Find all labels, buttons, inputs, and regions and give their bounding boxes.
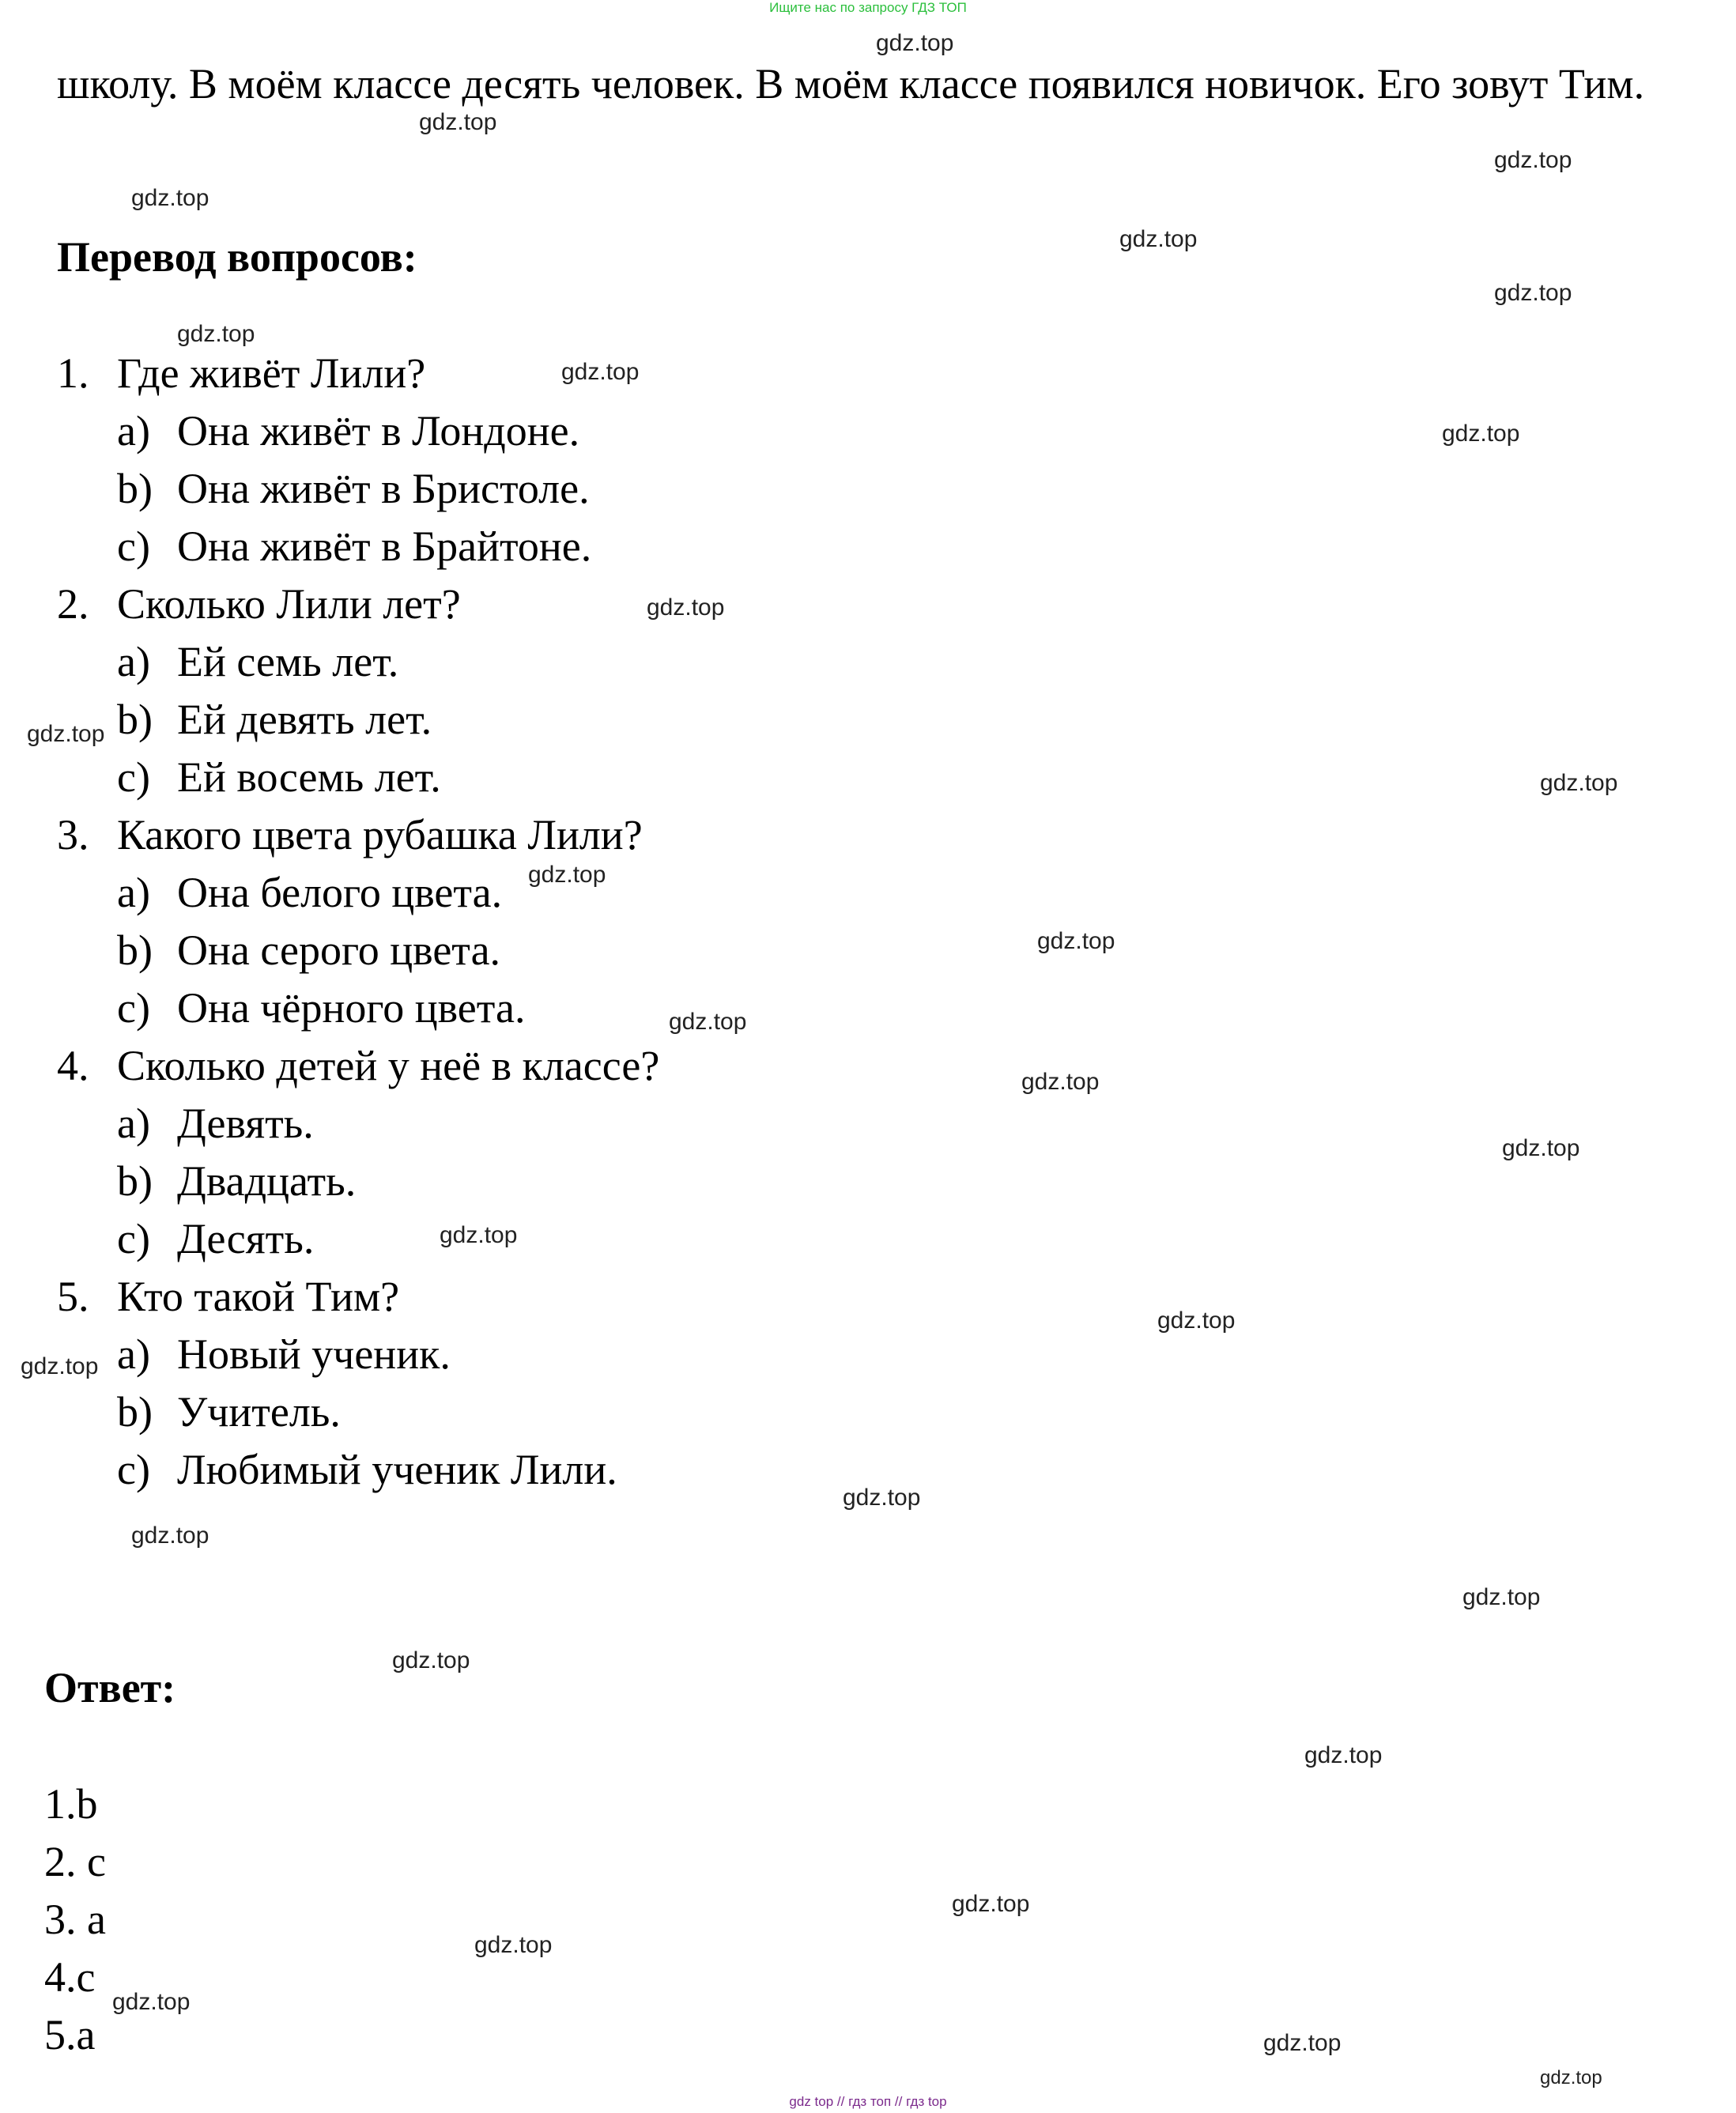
- watermark: gdz.top: [561, 359, 640, 385]
- question-number: 1.: [57, 349, 89, 397]
- answer-5: 5.a: [44, 2011, 96, 2058]
- option-text: Она живёт в Бристоле.: [177, 465, 590, 512]
- option-letter: a): [117, 1330, 150, 1378]
- top-banner: Ищите нас по запросу ГДЗ ТОП: [769, 0, 967, 15]
- watermark: gdz.top: [1304, 1742, 1383, 1768]
- option-text: Десять.: [177, 1215, 315, 1262]
- watermark: gdz.top: [1157, 1307, 1236, 1334]
- watermark: gdz.top: [647, 594, 725, 621]
- watermark: gdz.top: [1037, 928, 1115, 954]
- option-text: Она чёрного цвета.: [177, 984, 526, 1032]
- question-number: 3.: [57, 811, 89, 858]
- watermark: gdz.top: [1119, 226, 1198, 252]
- option-letter: a): [117, 638, 150, 685]
- watermark: gdz.top: [1540, 770, 1618, 796]
- option-letter: b): [117, 465, 153, 512]
- option-letter: b): [117, 926, 153, 974]
- option-text: Новый ученик.: [177, 1330, 451, 1378]
- watermark: gdz.top: [1494, 147, 1572, 173]
- option-letter: a): [117, 869, 150, 916]
- option-text: Она живёт в Брайтоне.: [177, 523, 592, 570]
- option-letter: c): [117, 523, 150, 570]
- watermark: gdz.top: [1462, 1584, 1541, 1610]
- watermark: gdz.top: [1021, 1069, 1100, 1095]
- option-text: Она белого цвета.: [177, 869, 503, 916]
- option-text: Она серого цвета.: [177, 926, 501, 974]
- question-number: 5.: [57, 1273, 89, 1320]
- option-letter: b): [117, 1157, 153, 1205]
- answer-2: 2. c: [44, 1838, 106, 1885]
- question-text: Сколько детей у неё в классе?: [117, 1042, 660, 1089]
- answer-4: 4.c: [44, 1953, 96, 2001]
- watermark: gdz.top: [440, 1222, 518, 1248]
- question-text: Какого цвета рубашка Лили?: [117, 811, 643, 858]
- option-text: Ей семь лет.: [177, 638, 399, 685]
- question-text: Сколько Лили лет?: [117, 580, 461, 628]
- option-letter: c): [117, 984, 150, 1032]
- option-letter: b): [117, 1388, 153, 1436]
- answer-heading: Ответ:: [44, 1664, 176, 1711]
- watermark: gdz.top: [1442, 421, 1520, 447]
- watermark: gdz.top: [1494, 280, 1572, 306]
- question-number: 2.: [57, 580, 89, 628]
- watermark: gdz.top: [27, 721, 105, 747]
- option-letter: a): [117, 1100, 150, 1147]
- option-letter: b): [117, 696, 153, 743]
- option-text: Ей восемь лет.: [177, 753, 441, 801]
- watermark: gdz.top: [419, 109, 497, 135]
- watermark: gdz.top: [952, 1891, 1030, 1917]
- watermark: gdz.top: [843, 1485, 921, 1511]
- watermark: gdz.top: [21, 1353, 99, 1379]
- answer-3: 3. a: [44, 1896, 106, 1943]
- watermark: gdz.top: [112, 1989, 191, 2015]
- watermark: gdz.top: [131, 1522, 209, 1549]
- watermark: gdz.top: [1540, 2067, 1602, 2088]
- question-text: Кто такой Тим?: [117, 1273, 400, 1320]
- translation-heading: Перевод вопросов:: [57, 233, 417, 281]
- option-letter: c): [117, 1215, 150, 1262]
- option-text: Любимый ученик Лили.: [177, 1446, 617, 1493]
- watermark: gdz.top: [1502, 1135, 1580, 1161]
- watermark: gdz.top: [474, 1932, 553, 1958]
- footer: gdz top // гдз топ // гдз top: [789, 2094, 947, 2109]
- option-letter: c): [117, 753, 150, 801]
- option-text: Девять.: [177, 1100, 314, 1147]
- watermark: gdz.top: [876, 30, 954, 56]
- option-text: Учитель.: [177, 1388, 341, 1436]
- intro-paragraph: школу. В моём классе десять человек. В моём классе появился новичок. Его зовут Тим.: [57, 60, 1645, 108]
- watermark: gdz.top: [131, 185, 209, 211]
- watermark: gdz.top: [528, 862, 606, 888]
- option-letter: a): [117, 407, 150, 455]
- watermark: gdz.top: [177, 321, 255, 347]
- watermark: gdz.top: [392, 1647, 470, 1673]
- option-text: Ей девять лет.: [177, 696, 432, 743]
- option-text: Двадцать.: [177, 1157, 357, 1205]
- question-number: 4.: [57, 1042, 89, 1089]
- answer-1: 1.b: [44, 1780, 98, 1828]
- watermark: gdz.top: [669, 1009, 747, 1035]
- question-text: Где живёт Лили?: [117, 349, 426, 397]
- option-letter: c): [117, 1446, 150, 1493]
- option-text: Она живёт в Лондоне.: [177, 407, 580, 455]
- watermark: gdz.top: [1263, 2030, 1342, 2056]
